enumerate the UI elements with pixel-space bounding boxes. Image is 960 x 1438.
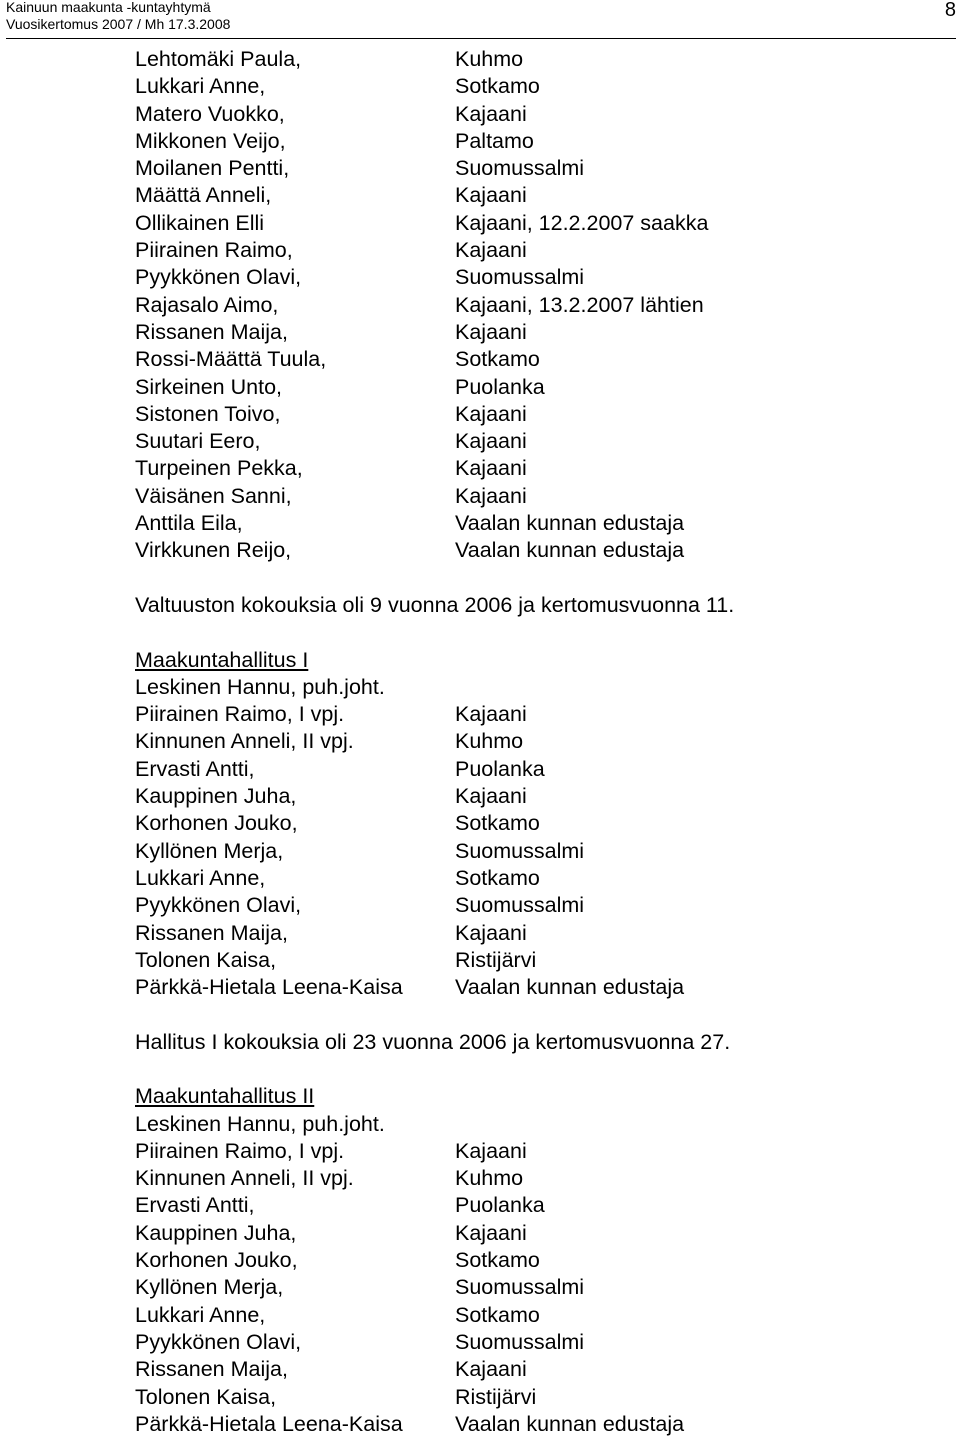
member-row xyxy=(135,401,935,428)
member-name: Väisänen Sanni, xyxy=(135,483,292,508)
member-row xyxy=(135,728,935,755)
member-name: Anttila Eila, xyxy=(135,511,243,536)
member-row xyxy=(135,264,935,291)
member-row xyxy=(135,1165,935,1192)
member-place: Vaalan kunnan edustaja xyxy=(455,511,685,536)
spacer xyxy=(135,1056,935,1083)
member-place: Ristijärvi xyxy=(455,947,537,972)
member-place: Paltamo xyxy=(455,128,534,153)
member-row xyxy=(135,537,935,564)
member-name: Matero Vuokko, xyxy=(135,101,285,126)
member-row xyxy=(135,101,935,128)
member-row xyxy=(135,155,935,182)
member-name: Pärkkä-Hietala Leena-Kaisa xyxy=(135,1411,403,1436)
member-row xyxy=(135,1302,935,1329)
member-row xyxy=(135,1356,935,1383)
member-name: Rissanen Maija, xyxy=(135,1357,288,1382)
member-row xyxy=(135,1192,935,1219)
member-place: Kajaani, 12.2.2007 saakka xyxy=(455,210,709,235)
member-name: Pyykkönen Olavi, xyxy=(135,893,302,918)
board1-meetings-text: Hallitus I kokouksia oli 23 vuonna 2006 ja kertomusvuonna 27. xyxy=(135,1029,731,1054)
member-place: Kajaani xyxy=(455,101,527,126)
member-row xyxy=(135,783,935,810)
member-name: Rossi-Määttä Tuula, xyxy=(135,347,327,372)
member-row xyxy=(135,1329,935,1356)
member-name: Virkkunen Reijo, xyxy=(135,538,292,563)
member-name: Moilanen Pentti, xyxy=(135,156,290,181)
member-name: Kinnunen Anneli, II vpj. xyxy=(135,729,354,754)
member-place: Sotkamo xyxy=(455,1302,540,1327)
member-row xyxy=(135,974,935,1001)
member-name: Lehtomäki Paula, xyxy=(135,47,302,71)
council-member-list xyxy=(135,46,935,565)
member-place: Sotkamo xyxy=(455,347,540,372)
council-meetings-text: Valtuuston kokouksia oli 9 vuonna 2006 ja kertomusvuonna 11. xyxy=(135,592,735,617)
member-row xyxy=(135,1247,935,1274)
member-name: Määttä Anneli, xyxy=(135,183,272,208)
member-row xyxy=(135,1411,935,1438)
member-place: Kajaani xyxy=(455,183,527,208)
member-place: Kajaani xyxy=(455,920,527,945)
member-row xyxy=(135,1138,935,1165)
member-name: Kauppinen Juha, xyxy=(135,784,297,809)
member-place: Puolanka xyxy=(455,756,545,781)
member-row xyxy=(135,455,935,482)
member-row xyxy=(135,838,935,865)
member-row xyxy=(135,1384,935,1411)
member-place: Vaalan kunnan edustaja xyxy=(455,1411,685,1436)
member-place: Kajaani xyxy=(455,784,527,809)
member-name: Korhonen Jouko, xyxy=(135,811,298,836)
member-name: Sistonen Toivo, xyxy=(135,401,281,426)
member-name: Piirainen Raimo, I vpj. xyxy=(135,702,345,727)
member-row xyxy=(135,346,935,373)
member-name: Ervasti Antti, xyxy=(135,756,255,781)
member-name: Pyykkönen Olavi, xyxy=(135,1329,302,1354)
member-row xyxy=(135,920,935,947)
member-place: Kajaani xyxy=(455,429,527,454)
document-body xyxy=(135,46,935,1438)
member-row xyxy=(135,1220,935,1247)
member-place: Sotkamo xyxy=(455,74,540,99)
member-row xyxy=(135,73,935,100)
member-row xyxy=(135,428,935,455)
member-name: Kyllönen Merja, xyxy=(135,1275,284,1300)
member-name: Rajasalo Aimo, xyxy=(135,292,279,317)
member-place: Suomussalmi xyxy=(455,156,585,181)
member-row xyxy=(135,1274,935,1301)
document-title: Vuosikertomus 2007 / Mh 17.3.2008 xyxy=(6,16,231,32)
member-row xyxy=(135,810,935,837)
member-place: Kajaani xyxy=(455,1138,527,1163)
member-place: Sotkamo xyxy=(455,811,540,836)
member-place: Vaalan kunnan edustaja xyxy=(455,975,685,1000)
member-row xyxy=(135,237,935,264)
spacer xyxy=(135,565,935,592)
member-row xyxy=(135,756,935,783)
member-row xyxy=(135,292,935,319)
board1-member-list xyxy=(135,701,935,1001)
member-name: Pyykkönen Olavi, xyxy=(135,265,302,290)
organization-name: Kainuun maakunta -kuntayhtymä xyxy=(6,0,211,15)
board2-title: Maakuntahallitus II xyxy=(135,1084,315,1109)
member-place: Kajaani xyxy=(455,238,527,263)
member-name: Korhonen Jouko, xyxy=(135,1248,298,1273)
member-name: Tolonen Kaisa, xyxy=(135,947,277,972)
member-row xyxy=(135,210,935,237)
member-row xyxy=(135,128,935,155)
member-name: Kauppinen Juha, xyxy=(135,1220,297,1245)
member-name: Ervasti Antti, xyxy=(135,1193,255,1218)
member-place: Kajaani xyxy=(455,483,527,508)
board2-chair: Leskinen Hannu, puh.joht. xyxy=(135,1111,385,1136)
member-place: Sotkamo xyxy=(455,1248,540,1273)
member-place: Kajaani xyxy=(455,319,527,344)
member-place: Kajaani xyxy=(455,401,527,426)
spacer xyxy=(135,619,935,646)
member-name: Sirkeinen Unto, xyxy=(135,374,282,399)
board2-member-list xyxy=(135,1138,935,1438)
member-place: Kajaani xyxy=(455,702,527,727)
member-place: Suomussalmi xyxy=(455,1275,585,1300)
member-place: Kajaani, 13.2.2007 lähtien xyxy=(455,292,704,317)
member-name: Kinnunen Anneli, II vpj. xyxy=(135,1166,354,1191)
member-name: Pärkkä-Hietala Leena-Kaisa xyxy=(135,975,403,1000)
member-place: Vaalan kunnan edustaja xyxy=(455,538,685,563)
member-place: Sotkamo xyxy=(455,865,540,890)
member-place: Suomussalmi xyxy=(455,893,585,918)
member-place: Suomussalmi xyxy=(455,1329,585,1354)
member-name: Mikkonen Veijo, xyxy=(135,128,286,153)
member-place: Kuhmo xyxy=(455,1166,524,1191)
member-place: Puolanka xyxy=(455,1193,545,1218)
page-number: 8 xyxy=(944,0,956,21)
member-place: Suomussalmi xyxy=(455,265,585,290)
member-place: Puolanka xyxy=(455,374,545,399)
member-name: Rissanen Maija, xyxy=(135,920,288,945)
member-place: Suomussalmi xyxy=(455,838,585,863)
member-row xyxy=(135,892,935,919)
member-place: Kuhmo xyxy=(455,47,524,71)
member-name: Lukkari Anne, xyxy=(135,74,266,99)
member-row xyxy=(135,947,935,974)
member-place: Kajaani xyxy=(455,1220,527,1245)
member-row xyxy=(135,182,935,209)
member-name: Suutari Eero, xyxy=(135,429,261,454)
member-row xyxy=(135,510,935,537)
member-place: Kajaani xyxy=(455,1357,527,1382)
member-place: Ristijärvi xyxy=(455,1384,537,1409)
member-name: Piirainen Raimo, xyxy=(135,238,293,263)
member-row xyxy=(135,865,935,892)
member-place: Kajaani xyxy=(455,456,527,481)
member-place: Kuhmo xyxy=(455,729,524,754)
member-name: Piirainen Raimo, I vpj. xyxy=(135,1138,345,1163)
member-name: Kyllönen Merja, xyxy=(135,838,284,863)
board1-title: Maakuntahallitus I xyxy=(135,647,309,672)
board1-chair: Leskinen Hannu, puh.joht. xyxy=(135,674,385,699)
member-row xyxy=(135,483,935,510)
spacer xyxy=(135,1001,935,1028)
page-header xyxy=(6,0,956,39)
member-name: Lukkari Anne, xyxy=(135,1302,266,1327)
member-name: Ollikainen Elli xyxy=(135,210,265,235)
member-name: Lukkari Anne, xyxy=(135,865,266,890)
member-name: Turpeinen Pekka, xyxy=(135,456,303,481)
member-row xyxy=(135,701,935,728)
member-row xyxy=(135,374,935,401)
member-name: Rissanen Maija, xyxy=(135,319,288,344)
member-row xyxy=(135,319,935,346)
member-name: Tolonen Kaisa, xyxy=(135,1384,277,1409)
member-row xyxy=(135,46,935,73)
